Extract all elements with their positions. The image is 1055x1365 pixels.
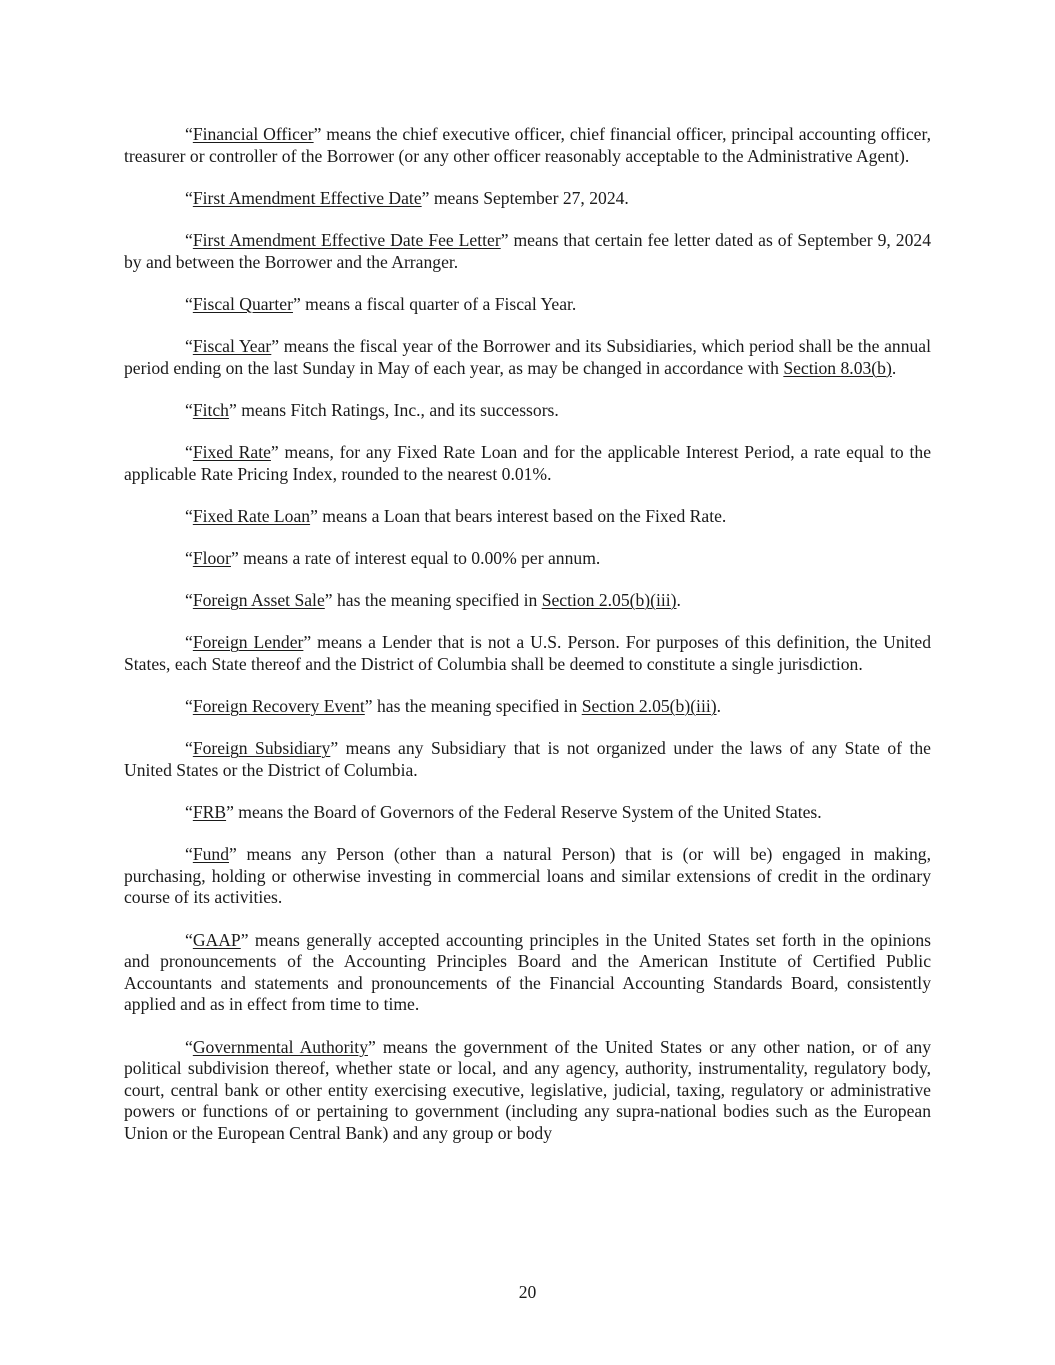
underlined-term: GAAP	[192, 929, 241, 950]
definition-fund	[124, 844, 931, 909]
definition-text: “	[185, 187, 193, 208]
underlined-term: Financial Officer	[192, 124, 314, 144]
underlined-term: Fiscal Quarter	[192, 293, 293, 314]
definition-text: ” means Fitch Ratings, Inc., and its successors.	[228, 399, 559, 420]
underlined-term: First Amendment Effective Date Fee Letter	[192, 229, 501, 250]
definition-first-amendment-fee-letter	[124, 230, 931, 273]
definition-text: “	[185, 696, 193, 717]
definition-text: .	[716, 696, 721, 717]
definition-text: “	[185, 632, 193, 653]
definition-text: “	[185, 590, 193, 611]
underlined-term: FRB	[192, 802, 227, 822]
page-number: 20	[518, 1282, 537, 1302]
definition-text: ” means a rate of interest equal to 0.00% per annum.	[230, 547, 601, 568]
definition-text: “	[185, 399, 193, 420]
definition-text: ” has the meaning specified in	[324, 590, 542, 611]
definition-text: “	[185, 335, 193, 356]
underlined-term: Fitch	[192, 399, 229, 420]
definition-text: “	[185, 738, 193, 759]
definition-text: ” means generally accepted accounting principles in the United States set forth in the opinions and pronouncements of the Accounting Principles Board and the American Institute of Certified Public Accountants and statements and pronouncements of the Financial Accounting Standards Board, consistently applied and as in effect from time to time.	[124, 929, 931, 1015]
definition-fiscal-year	[124, 336, 931, 379]
definition-governmental-authority	[124, 1037, 931, 1145]
definition-text: ” means a Loan that bears interest based on the Fixed Rate.	[310, 505, 727, 526]
definition-text: “	[185, 293, 193, 314]
definition-text: “	[185, 229, 193, 250]
underlined-term: Fixed Rate	[192, 441, 271, 462]
definition-text: ” means any Subsidiary that is not organized under the laws of any State of the United States or the District of Columbia.	[124, 738, 931, 780]
definition-text: ” means, for any Fixed Rate Loan and for the applicable Interest Period, a rate equal to the applicable Rate Pricing Index, rounded to the nearest 0.01%.	[124, 441, 931, 484]
definitions-list	[124, 124, 931, 1165]
underlined-term: Foreign Recovery Event	[192, 696, 365, 717]
definition-first-amendment-effective-date	[124, 188, 931, 210]
underlined-term: Floor	[192, 547, 231, 568]
definition-gaap	[124, 930, 931, 1016]
definition-text: .	[676, 590, 681, 611]
definition-foreign-lender	[124, 632, 931, 675]
definition-fiscal-quarter	[124, 294, 931, 316]
definition-text: “	[185, 1036, 193, 1057]
definition-text: ” means the Board of Governors of the Federal Reserve System of the United States.	[226, 802, 822, 822]
definition-text: ” means that certain fee letter dated as of September 9, 2024 by and between the Borrower and the Arranger.	[124, 229, 931, 272]
underlined-term: Fund	[192, 844, 229, 865]
underlined-term: Section 2.05(b)(iii)	[581, 696, 717, 717]
definition-text: ” means a Lender that is not a U.S. Person. For purposes of this definition, the United States, each State thereof and the District of Columbia shall be deemed to constitute a single jurisdiction.	[124, 632, 932, 674]
underlined-term: Fiscal Year	[192, 335, 272, 356]
definition-text: “	[185, 929, 193, 950]
definition-foreign-asset-sale	[124, 590, 931, 612]
definition-text: “	[185, 547, 193, 568]
definition-text: .	[891, 357, 897, 378]
definition-text: ” means any Person (other than a natural Person) that is (or will be) engaged in making, purchasing, holding or otherwise investing in commercial loans and similar extensions of credit in the ordinary course of its activities.	[124, 844, 931, 908]
underlined-term: Foreign Asset Sale	[192, 590, 325, 611]
definition-text: “	[185, 844, 193, 865]
definition-text: ” means the government of the United States or any other nation, or of any political subdivision thereof, whether state or local, and any agency, authority, instrumentality, regulatory body, court, central bank or other entity exercising executive, legislative, judicial, taxing, regulatory or administrative powers or functions of or pertaining to government (including any supra-national bodies such as the European Union or the European Central Bank) and any group or body	[124, 1036, 932, 1143]
underlined-term: Foreign Lender	[192, 632, 304, 653]
underlined-term: Section 8.03(b)	[783, 357, 892, 378]
definition-text: “	[185, 505, 193, 526]
definition-fixed-rate-loan	[124, 506, 931, 528]
definition-text: ” means the chief executive officer, chief financial officer, principal accounting officer, treasurer or controller of the Borrower (or any other officer reasonably acceptable to the Administrative Agent).	[124, 124, 931, 166]
definition-fitch	[124, 400, 931, 422]
definition-text: “	[185, 441, 193, 462]
underlined-term: Section 2.05(b)(iii)	[541, 590, 677, 611]
underlined-term: Foreign Subsidiary	[192, 738, 331, 759]
underlined-term: First Amendment Effective Date	[192, 187, 422, 208]
definition-text: ” has the meaning specified in	[364, 696, 582, 717]
definition-floor	[124, 548, 931, 570]
definition-text: “	[185, 124, 193, 144]
definition-text: “	[185, 802, 193, 822]
definition-foreign-recovery-event	[124, 696, 931, 718]
definition-frb	[124, 802, 931, 824]
definition-text: ” means September 27, 2024.	[421, 187, 629, 208]
underlined-term: Fixed Rate Loan	[192, 505, 311, 526]
definition-financial-officer	[124, 124, 931, 167]
underlined-term: Governmental Authority	[192, 1036, 368, 1057]
definition-text: ” means a fiscal quarter of a Fiscal Year.	[292, 293, 577, 314]
definition-fixed-rate	[124, 442, 931, 485]
definition-text: ” means the fiscal year of the Borrower and its Subsidiaries, which period shall be the annual period ending on the last Sunday in May of each year, as may be changed in accordance with	[124, 335, 931, 378]
definition-foreign-subsidiary	[124, 738, 931, 781]
